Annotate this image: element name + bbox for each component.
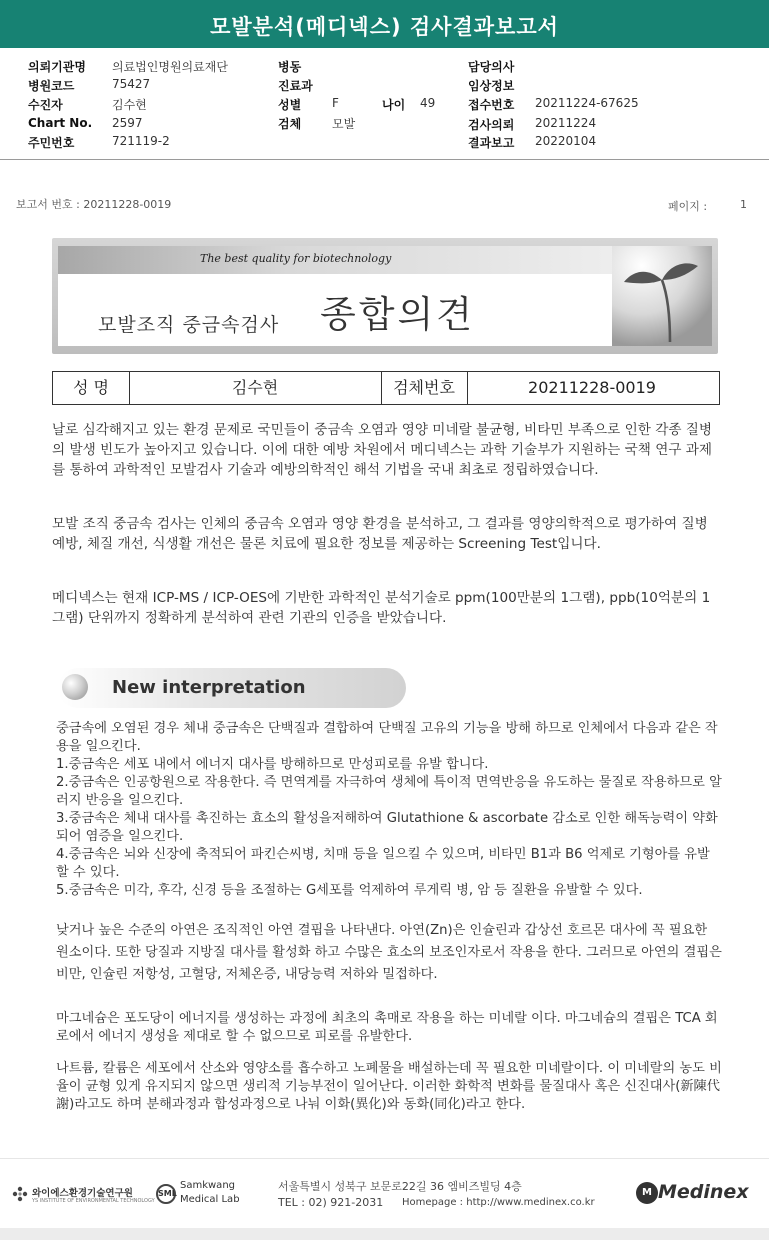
report-title: 모발분석(메디넥스) 검사결과보고서 bbox=[0, 0, 769, 48]
examinee-label: 수진자 bbox=[28, 98, 63, 112]
doctor-label: 담당의사 bbox=[468, 60, 515, 74]
banner-tagline: The best quality for biotechnology bbox=[200, 252, 392, 265]
intro-paragraph-2: 모발 조직 중금속 검사는 인체의 중금속 오염과 영양 환경을 분석하고, 그 결과를 영양의학적으로 평가하여 질병 예방, 체질 개선, 식생활 개선은 물론 치료에 필요한 정보를 제공하는 Screening Test입니다. bbox=[52, 516, 708, 552]
receipt-value: 20211224-67625 bbox=[535, 96, 639, 110]
sodium-potassium-paragraph: 나트륨, 칼륨은 세포에서 산소와 영양소를 흡수하고 노폐물을 배설하는데 꼭 필요한 미네랄이다. 이 미네랄의 농도 비율이 균형 있게 유지되지 않으면 생리적 기능부전이 일어난다. 이러한 화학적 변화를 물질대사 혹은 신진대사(新陳代謝)라고도 하며 분해과정과 합성과정으로 나눠 이화(異化)와 동화(同化)라고 한다. bbox=[56, 1061, 722, 1112]
page-number: 1 bbox=[740, 198, 747, 211]
footer-tel: TEL : 02) 921-2031 bbox=[278, 1196, 384, 1209]
patient-meta-block bbox=[0, 56, 769, 150]
report-number: 보고서 번호 : 20211228-0019 bbox=[16, 198, 172, 211]
sprout-icon bbox=[612, 246, 712, 346]
summary-banner bbox=[52, 238, 718, 354]
interpretation-intro: 중금속에 오염된 경우 체내 중금속은 단백질과 결합하여 단백질 고유의 기능을 방해 하므로 인체에서 다음과 같은 작용을 일으킨다. bbox=[56, 721, 718, 754]
banner-title: 종합의견 bbox=[320, 293, 475, 336]
specimen-value: 모발 bbox=[332, 117, 356, 131]
age-label: 나이 bbox=[382, 98, 406, 112]
section-header bbox=[58, 668, 406, 708]
magnesium-paragraph: 마그네슘은 포도당이 에너지를 생성하는 과정에 최초의 촉매로 작용을 하는 미네랄 이다. 마그네슘의 결핍은 TCA 회로에서 에너지 생성을 제대로 할 수 없으므로 피로를 유발한다. bbox=[56, 1011, 718, 1044]
footer-homepage: Homepage : http://www.medinex.co.kr bbox=[402, 1197, 595, 1208]
intro-paragraph-1: 날로 심각해지고 있는 환경 문제로 국민들이 중금속 오염과 영양 미네랄 불균형, 비타민 부족으로 인한 각종 질병의 발생 빈도가 높아지고 있습니다. 이에 대한 예방 차원에서 메디넥스는 과학 기술부가 지원하는 국책 연구 과제를 통하여 과학적인 모발검사 기술과 예방의학적인 해석 기법을 국내 최초로 정립하였습니다. bbox=[52, 422, 713, 478]
interpretation-item: 4.중금속은 뇌와 신장에 축적되어 파킨슨씨병, 치매 등을 일으킬 수 있으며, 비타민 B1과 B6 억제로 기형아를 유발할 수 있다. bbox=[56, 847, 710, 880]
sex-label: 성별 bbox=[278, 98, 302, 112]
footer bbox=[0, 1170, 769, 1228]
bottom-bar bbox=[0, 1228, 769, 1240]
medinex-wordmark: Medinex bbox=[658, 1181, 749, 1203]
department-label: 진료과 bbox=[278, 79, 313, 93]
clinical-label: 임상정보 bbox=[468, 79, 515, 93]
footer-divider bbox=[0, 1158, 769, 1159]
specimen-no-value: 20211228-0019 bbox=[528, 378, 656, 397]
page-label: 페이지 : bbox=[668, 200, 708, 213]
meta-divider bbox=[0, 159, 769, 160]
sex-value: F bbox=[332, 96, 339, 110]
medinex-mark-icon: M bbox=[636, 1182, 658, 1204]
interpretation-item: 2.중금속은 인공항원으로 작용한다. 즉 면역계를 자극하여 생체에 특이적 면역반응을 유도하는 물질로 작용하므로 알러지 반응을 일으킨다. bbox=[56, 775, 722, 808]
interpretation-item: 3.중금속은 체내 대사를 촉진하는 효소의 활성을저해하여 Glutathione & ascorbate 감소로 인한 해독능력이 약화되어 염증을 일으킨다. bbox=[56, 811, 718, 844]
chart-no-label: Chart No. bbox=[28, 116, 93, 130]
request-value: 20211224 bbox=[535, 116, 597, 130]
ys-logo-icon bbox=[12, 1186, 28, 1202]
hospital-code-label: 병원코드 bbox=[28, 79, 75, 93]
resident-no-value: 721119-2 bbox=[112, 134, 170, 148]
name-value: 김수현 bbox=[231, 378, 279, 397]
request-label: 검사의뢰 bbox=[468, 118, 515, 132]
interpretation-item: 5.중금속은 미각, 후각, 신경 등을 조절하는 G세포를 억제하여 루게릭 병, 암 등 질환을 유발할 수 있다. bbox=[56, 883, 643, 898]
resident-no-label: 주민번호 bbox=[28, 136, 75, 150]
result-label: 결과보고 bbox=[468, 136, 515, 150]
examinee-value: 김수현 bbox=[112, 98, 147, 112]
ys-logo-name: 와이에스환경기술연구원 bbox=[32, 1188, 133, 1199]
receipt-label: 접수번호 bbox=[468, 98, 515, 112]
age-value: 49 bbox=[420, 96, 436, 110]
footer-address: 서울특별시 성북구 보문로22길 36 엠비즈빌딩 4층 bbox=[278, 1180, 522, 1193]
interpretation-item: 1.중금속은 세포 내에서 에너지 대사를 방해하므로 만성피로를 유발 합니다. bbox=[56, 757, 489, 772]
institution-value: 의료법인명원의료재단 bbox=[112, 60, 228, 74]
banner-subtitle: 모발조직 중금속검사 bbox=[98, 314, 280, 336]
samkwang-line2: Medical Lab bbox=[180, 1194, 240, 1205]
section-title: New interpretation bbox=[112, 677, 306, 698]
specimen-label: 검체 bbox=[278, 117, 302, 131]
samkwang-line1: Samkwang bbox=[180, 1180, 235, 1191]
patient-info-table bbox=[52, 371, 720, 405]
zinc-paragraph: 낮거나 높은 수준의 아연은 조직적인 아연 결핍을 나타낸다. 아연(Zn)은 인슐린과 갑상선 호르몬 대사에 꼭 필요한 원소이다. 또한 당질과 지방질 대사를 활성화 하고 수많은 효소의 보조인자로서 작용을 한다. 그러므로 아연의 결핍은 비만, 인슐린 저항성, 고혈당, 저체온증, 내당능력 저하와 밀접하다. bbox=[56, 923, 722, 982]
hospital-code-value: 75427 bbox=[112, 77, 151, 91]
ward-label: 병동 bbox=[278, 60, 302, 74]
chart-no-value: 2597 bbox=[112, 116, 143, 130]
sphere-icon bbox=[62, 674, 88, 700]
ys-logo-subtitle: YS INSTITUTE OF ENVIRONMENTAL TECHNOLOGY bbox=[32, 1198, 155, 1204]
name-label: 성 명 bbox=[73, 378, 109, 397]
specimen-no-label: 검체번호 bbox=[393, 378, 455, 397]
result-value: 20220104 bbox=[535, 134, 597, 148]
institution-label: 의뢰기관명 bbox=[28, 60, 86, 74]
sml-icon: SML bbox=[156, 1184, 176, 1204]
intro-paragraph-3: 메디넥스는 현재 ICP-MS / ICP-OES에 기반한 과학적인 분석기술로 ppm(100만분의 1그램), ppb(10억분의 1그램) 단위까지 정확하게 분석하여 관련 기관의 인증을 받았습니다. bbox=[52, 590, 711, 626]
